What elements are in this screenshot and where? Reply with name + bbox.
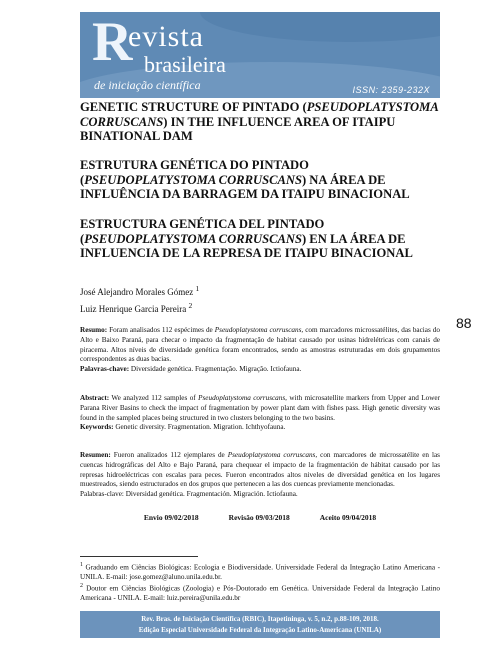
abstract-portuguese: Resumo: Foram analisados 112 espécimes de Pseudoplatystoma corruscans, com marcadores microssatélites, das bacias do Alto e Baixo Paraná, para checar o impacto da fragmentação de habitat causado por usinas hidrelétricas com canais de piracema. Altos níveis de diversidade genética foram encontrados, sendo as amostras estruturadas em dois grupamentos correspondentes as duas bacias. Palavras-chave: Diversidade genética. Fragmentação. Migração. Ictiofauna. bbox=[80, 326, 440, 374]
abstract-spanish: Resumen: Fueron analizados 112 ejemplares de Pseudoplatystoma corruscans, con marcadores de microssatélite en las cuencas hidrográficas del Alto e Bajo Paraná, para chequear el impacto de la fragmentación de hábitat causado por las represas hidroeléctricas con escalas para peces. Fueron encontrados altos niveles de diversidad genética en los lugares muestreados, siendo estructurados en dos grupos que pertenecen a las dos cuencas previamente mencionadas. Palabras-clave: Diversidad genética. Fragmentación. Migración. Ictiofauna. bbox=[80, 451, 440, 499]
issn-label: ISSN: 2359-232X bbox=[352, 85, 430, 95]
title-spanish: ESTRUCTURA GENÉTICA DEL PINTADO (PSEUDOPLATYSTOMA CORRUSCANS) EN LA ÁREA DE INFLUENCIA DE LA REPRESA DE ITAIPU BINACIONAL bbox=[80, 217, 413, 260]
author-2: Luiz Henrique Garcia Pereira $^2$ bbox=[80, 301, 193, 314]
footer-edition: Edição Especial Universidade Federal da Integração Latino-Americana (UNILA) bbox=[138, 625, 382, 634]
abstract-english: Abstract: We analyzed 112 samples of Pseudoplatystoma corruscans, with microsatellite markers from Upper and Lower Parana River Basins to check the impact of fragmentation by power plant dam with fishes pass. High genetic diversity was found in the sampled places being structured in two clusters belonging to the two basins. Keywords: Genetic diversity. Fragmentation. Migration. Ichthyofauna. bbox=[80, 394, 440, 432]
date-accepted: Aceito 09/04/2018 bbox=[319, 513, 377, 522]
logo-initial: R bbox=[92, 12, 133, 73]
author-1: José Alejandro Morales Gómez $^1$ bbox=[80, 284, 200, 297]
banner-wave-decoration bbox=[200, 12, 440, 42]
submission-dates bbox=[80, 513, 440, 522]
logo-word-revista: evista bbox=[128, 20, 204, 53]
footnote-divider bbox=[80, 556, 198, 557]
logo-subtitle: de iniciação científica bbox=[94, 78, 201, 92]
page-number: 88 bbox=[456, 315, 472, 331]
logo-word-brasileira: brasileira bbox=[144, 52, 226, 77]
title-portuguese: ESTRUTURA GENÉTICA DO PINTADO (PSEUDOPLATYSTOMA CORRUSCANS) NA ÁREA DE INFLUÊNCIA DA BARRAGEM DA ITAIPU BINACIONAL bbox=[80, 158, 410, 201]
footnote-1: $^1$ Graduando em Ciências Biológicas: Ecologia e Biodiversidade. Universidade Federal da Integração Latino Americana - UNILA. E-mail: jose.gomez@aluno.unila.edu.br. bbox=[80, 562, 440, 581]
journal-footer bbox=[80, 611, 440, 638]
title-english: GENETIC STRUCTURE OF PINTADO (PSEUDOPLATYSTOMA CORRUSCANS) IN THE INFLUENCE AREA OF ITAIPU BINATIONAL DAM bbox=[80, 100, 439, 143]
date-review: Revisão 09/03/2018 bbox=[228, 513, 290, 522]
author-list bbox=[80, 282, 199, 316]
date-sent: Envio 09/02/2018 bbox=[143, 513, 199, 522]
footer-citation: Rev. Bras. de Iniciação Científica (RBIC), Itapetininga, v. 5, n.2, p.88-109, 2018. bbox=[141, 615, 379, 623]
footnote-2: $^2$ Doutor em Ciências Biológicas (Zoologia) e Pós-Doutorado em Genética. Universidade Federal da Integração Latino Americana - UNILA. E-mail: luiz.pereira@unila.edu.br bbox=[80, 583, 440, 602]
journal-banner bbox=[80, 12, 440, 98]
